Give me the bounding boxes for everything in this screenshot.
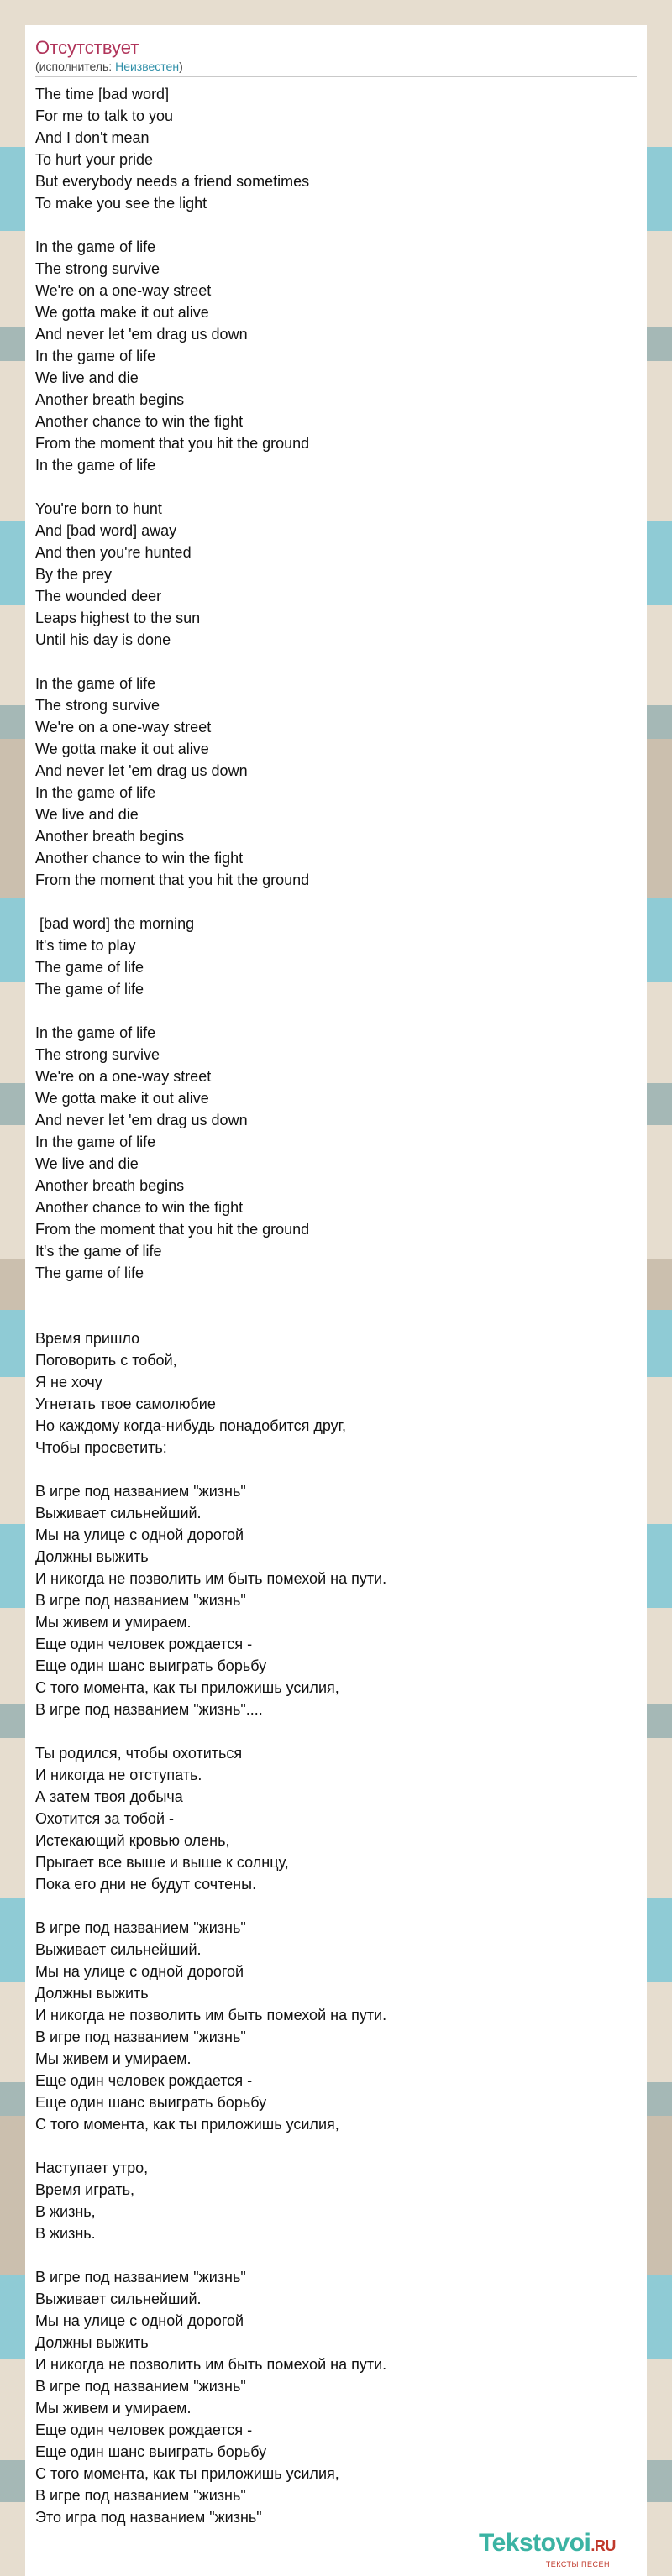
lyric-line: Истекающий кровью олень, <box>35 1832 230 1849</box>
lyric-line: Another chance to win the fight <box>35 1199 244 1216</box>
lyric-line: The game of life <box>35 1264 144 1281</box>
lyric-line: В жизнь, <box>35 2203 96 2220</box>
lyric-line: И никогда не позволить им быть помехой на пути. <box>35 2007 387 2024</box>
lyric-line <box>35 1000 637 1022</box>
lyric-line: The time [bad word] <box>35 86 170 102</box>
lyrics-body <box>35 83 637 2528</box>
lyric-line: Должны выжить <box>35 1548 149 1565</box>
lyric-line: Но каждому когда-нибудь понадобится друг, <box>35 1417 347 1434</box>
lyric-line: Until his day is done <box>35 631 171 648</box>
lyric-line: From the moment that you hit the ground <box>35 1221 310 1238</box>
lyric-line: Выживает сильнейший. <box>35 1505 202 1521</box>
lyric-line: Время пришло <box>35 1330 140 1347</box>
lyric-line: Мы на улице с одной дорогой <box>35 1963 244 1980</box>
lyric-line: Время играть, <box>35 2181 135 2198</box>
lyric-line: В игре под названием "жизнь".... <box>35 1701 263 1718</box>
lyric-line: It's the game of life <box>35 1243 162 1259</box>
lyric-line: We gotta make it out alive <box>35 1090 209 1107</box>
lyric-line: Охотится за тобой - <box>35 1810 174 1827</box>
lyric-line: By the prey <box>35 566 113 583</box>
lyric-line: Another chance to win the fight <box>35 413 244 430</box>
lyric-line: Выживает сильнейший. <box>35 1941 202 1958</box>
lyric-line: В игре под названием "жизнь" <box>35 2029 246 2045</box>
lyrics-card <box>25 25 647 2576</box>
lyric-line: Мы на улице с одной дорогой <box>35 2312 244 2329</box>
artist-line <box>35 59 637 77</box>
lyric-line <box>35 1720 637 1742</box>
lyric-line: Мы живем и умираем. <box>35 2050 192 2067</box>
lyric-line: In the game of life <box>35 457 156 474</box>
lyric-line: Угнетать твое самолюбие <box>35 1395 216 1412</box>
lyric-line: Ты родился, чтобы охотиться <box>35 1745 243 1762</box>
lyric-line: And I don't mean <box>35 129 150 146</box>
lyric-line: Another breath begins <box>35 391 185 408</box>
lyric-line: Another breath begins <box>35 828 185 845</box>
lyric-line: Еще один шанс выиграть борьбу <box>35 2094 267 2111</box>
lyric-line <box>35 1458 637 1480</box>
lyrics-translation <box>35 1327 637 2528</box>
lyric-line: The strong survive <box>35 260 160 277</box>
lyric-line: Мы живем и умираем. <box>35 1614 192 1631</box>
lyric-line: С того момента, как ты приложишь усилия, <box>35 1679 339 1696</box>
lyric-line: Выживает сильнейший. <box>35 2291 202 2307</box>
lyric-line: It's time to play <box>35 937 136 954</box>
lyric-line: В игре под названием "жизнь" <box>35 1919 246 1936</box>
logo-name: Tekstovoi <box>479 2529 591 2557</box>
lyric-line: We gotta make it out alive <box>35 741 209 757</box>
lyric-line: In the game of life <box>35 1134 156 1150</box>
lyric-line: Прыгает все выше и выше к солнцу, <box>35 1854 289 1871</box>
lyric-line: And never let 'em drag us down <box>35 1112 248 1128</box>
lyric-line <box>35 1895 637 1917</box>
lyric-line: And never let 'em drag us down <box>35 762 248 779</box>
lyric-line: Чтобы просветить: <box>35 1439 167 1456</box>
site-logo[interactable] <box>479 2529 638 2566</box>
lyric-line: Я не хочу <box>35 1374 102 1390</box>
lyric-line: We're on a one-way street <box>35 282 212 299</box>
lyric-line: But everybody needs a friend sometimes <box>35 173 310 190</box>
lyric-line: [bad word] the morning <box>35 915 195 932</box>
lyric-line: Наступает утро, <box>35 2160 149 2176</box>
lyric-line: А затем твоя добыча <box>35 1788 183 1805</box>
lyric-line: Мы на улице с одной дорогой <box>35 1526 244 1543</box>
lyric-line <box>35 651 637 673</box>
artist-prefix: (исполнитель: <box>35 60 116 73</box>
lyric-line: And [bad word] away <box>35 522 177 539</box>
lyric-line: The game of life <box>35 981 144 997</box>
lyric-line: And never let 'em drag us down <box>35 326 248 343</box>
lyric-line: В игре под названием "жизнь" <box>35 2269 246 2285</box>
lyrics-original <box>35 83 637 1284</box>
lyric-line: In the game of life <box>35 1024 156 1041</box>
lyric-line <box>35 2244 637 2266</box>
artist-link[interactable]: Неизвестен <box>115 60 180 73</box>
lyric-line <box>35 214 637 236</box>
lyric-line: From the moment that you hit the ground <box>35 872 310 888</box>
lyric-line: Еще один человек рождается - <box>35 2422 253 2438</box>
lyric-line: Another breath begins <box>35 1177 185 1194</box>
lyric-line <box>35 476 637 498</box>
lyric-line: Еще один человек рождается - <box>35 2072 253 2089</box>
lyric-line: В жизнь. <box>35 2225 96 2242</box>
lyric-line: С того момента, как ты приложишь усилия, <box>35 2116 339 2133</box>
lyric-line: You're born to hunt <box>35 500 162 517</box>
lyric-line: В игре под названием "жизнь" <box>35 1592 246 1609</box>
logo-tagline: ТЕКСТЫ ПЕСЕН <box>545 2560 610 2568</box>
lyric-line: To make you see the light <box>35 195 207 212</box>
lyric-line: Поговорить с тобой, <box>35 1352 177 1369</box>
lyric-line: Мы живем и умираем. <box>35 2400 192 2416</box>
lyric-line: Еще один человек рождается - <box>35 1636 253 1652</box>
artist-suffix: ) <box>179 60 183 73</box>
lyric-line: Должны выжить <box>35 1985 149 2002</box>
lyric-line: In the game of life <box>35 238 156 255</box>
lyric-line: В игре под названием "жизнь" <box>35 2487 246 2504</box>
lyric-line: Another chance to win the fight <box>35 850 244 867</box>
lyric-line: С того момента, как ты приложишь усилия, <box>35 2465 339 2482</box>
logo-wordmark <box>479 2529 638 2560</box>
lyric-line <box>35 891 637 913</box>
lyric-line: And then you're hunted <box>35 544 192 561</box>
lyric-line: Еще один шанс выиграть борьбу <box>35 2443 267 2460</box>
lyric-line: In the game of life <box>35 348 156 364</box>
lyric-line: Пока его дни не будут сочтены. <box>35 1876 257 1893</box>
song-title: Отсутствует <box>35 37 139 58</box>
lyric-line: We gotta make it out alive <box>35 304 209 321</box>
lyric-line: Еще один шанс выиграть борьбу <box>35 1657 267 1674</box>
lyric-line: Leaps highest to the sun <box>35 610 201 626</box>
lyric-line: И никогда не отступать. <box>35 1767 202 1783</box>
lyric-line: In the game of life <box>35 675 156 692</box>
lyric-line: For me to talk to you <box>35 107 174 124</box>
lyric-line: We live and die <box>35 369 139 386</box>
lyric-line: The strong survive <box>35 1046 160 1063</box>
logo-tld: .RU <box>591 2537 616 2554</box>
lyric-line: В игре под названием "жизнь" <box>35 1483 246 1500</box>
lyric-line: И никогда не позволить им быть помехой на пути. <box>35 2356 387 2373</box>
lyric-line: Должны выжить <box>35 2334 149 2351</box>
lyric-line <box>35 2135 637 2157</box>
lyric-line: We live and die <box>35 1155 139 1172</box>
lyric-line: We live and die <box>35 806 139 823</box>
lyric-line: In the game of life <box>35 784 156 801</box>
lyric-line: To hurt your pride <box>35 151 154 168</box>
lyric-line: The wounded deer <box>35 588 162 605</box>
lyric-line: The strong survive <box>35 697 160 714</box>
lyric-line: We're on a one-way street <box>35 719 212 736</box>
lyric-line: В игре под названием "жизнь" <box>35 2378 246 2395</box>
lyric-line: The game of life <box>35 959 144 976</box>
lyric-line: We're on a one-way street <box>35 1068 212 1085</box>
lyric-line: И никогда не позволить им быть помехой на пути. <box>35 1570 387 1587</box>
lyric-line: From the moment that you hit the ground <box>35 435 310 452</box>
lyric-line: Это игра под названием "жизнь" <box>35 2509 262 2526</box>
